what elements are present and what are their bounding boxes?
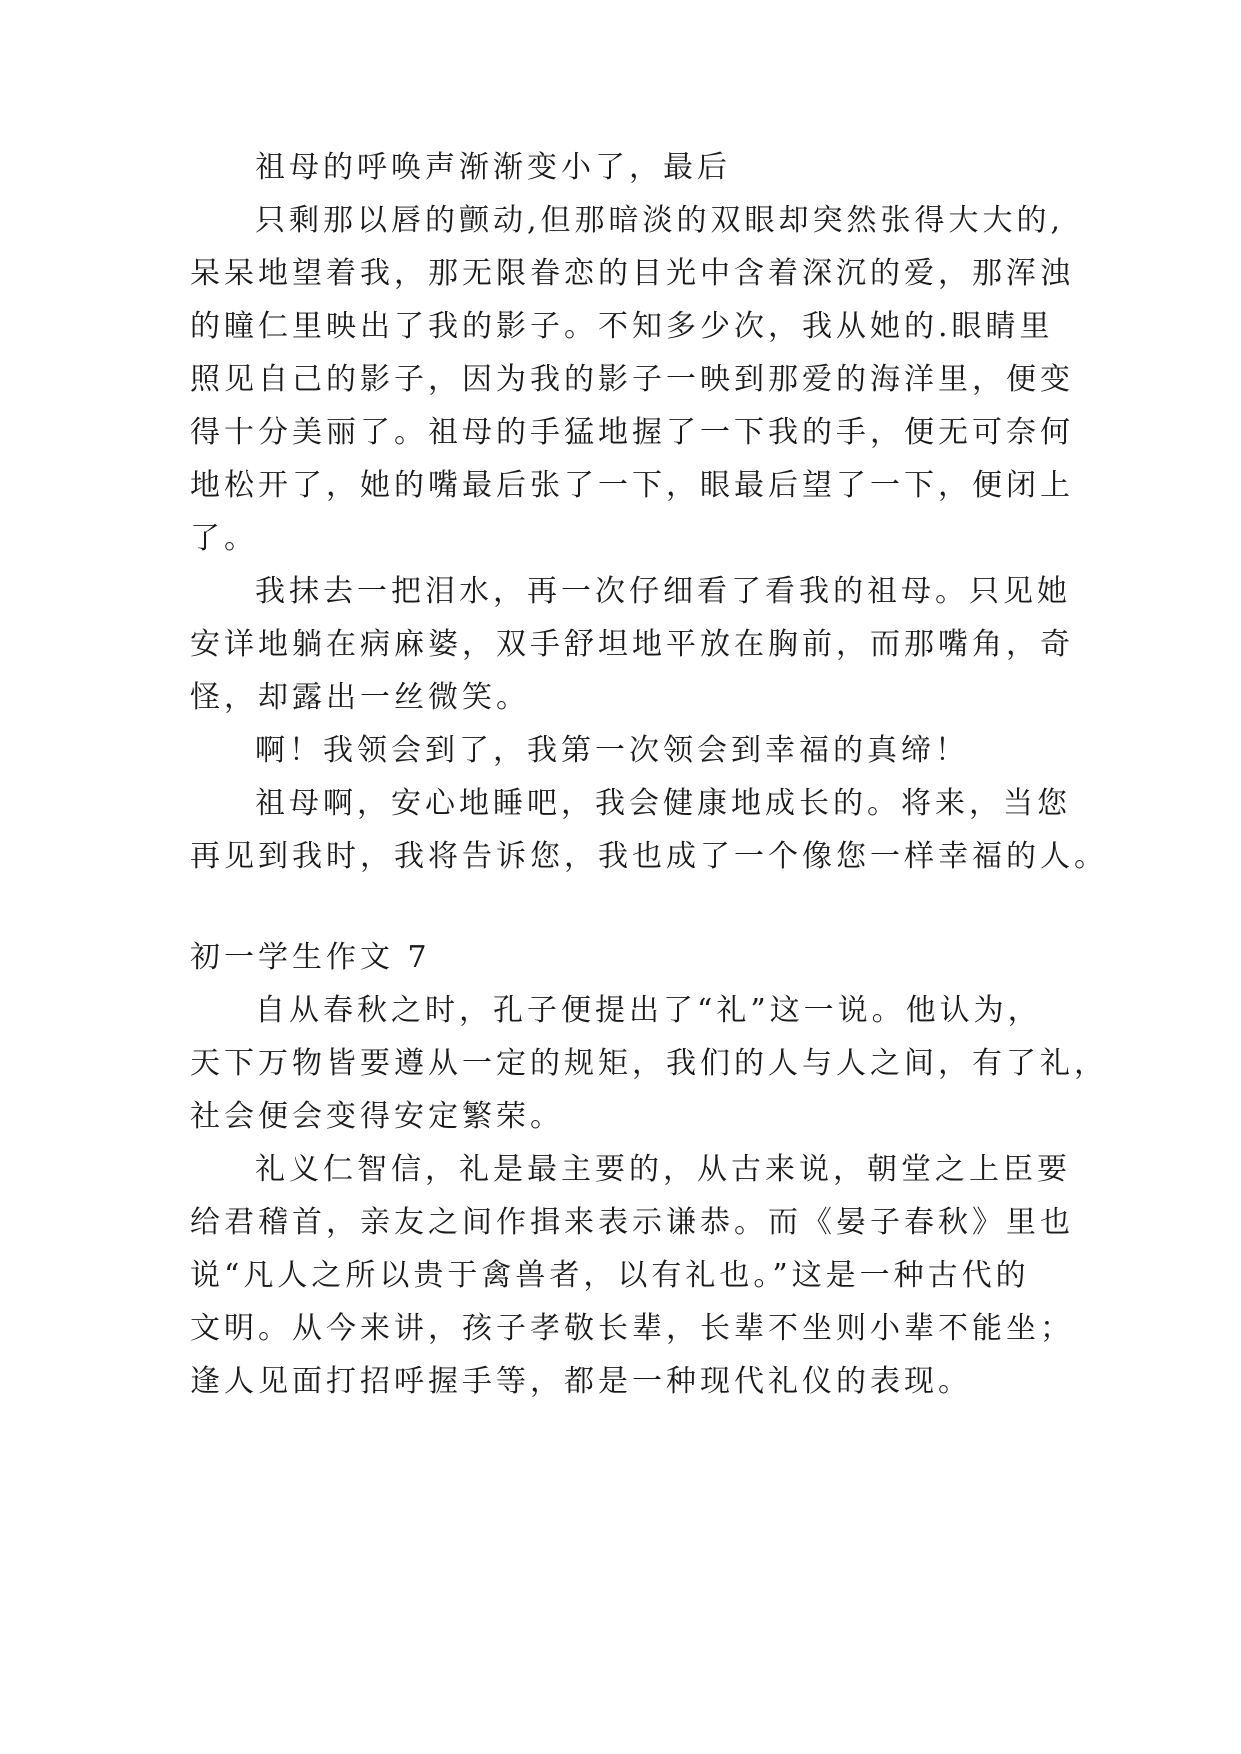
paragraph-line: 再见到我时，我将告诉您，我也成了一个像您一样幸福的人。 — [190, 839, 1108, 874]
paragraph-line: 说“凡人之所以贵于禽兽者，以有礼也。”这是一种古代的 — [190, 1258, 1030, 1293]
paragraph-line: 呆呆地望着我，那无限眷恋的目光中含着深沉的爱，那浑浊 — [190, 256, 1074, 291]
paragraph-line: 了。 — [190, 521, 258, 556]
paragraph-line: 的瞳仁里映出了我的影子。不知多少次，我从她的.眼睛里 — [190, 309, 1054, 344]
paragraph-line: 只剩那以唇的颤动,但那暗淡的双眼却突然张得大大的, — [255, 203, 1065, 238]
paragraph-line: 怪，却露出一丝微笑。 — [190, 680, 530, 715]
section-heading: 初一学生作文 7 — [190, 940, 431, 975]
paragraph-line: 地松开了，她的嘴最后张了一下，眼最后望了一下，便闭上 — [190, 468, 1074, 503]
paragraph-line: 天下万物皆要遵从一定的规矩，我们的人与人之间，有了礼， — [190, 1046, 1108, 1081]
paragraph-line: 给君稽首，亲友之间作揖来表示谦恭。而《晏子春秋》里也 — [190, 1205, 1074, 1240]
paragraph-line: 照见自己的影子，因为我的影子一映到那爱的海洋里，便变 — [190, 362, 1074, 397]
paragraph-line: 安详地躺在病麻婆，双手舒坦地平放在胸前，而那嘴角，奇 — [190, 627, 1074, 662]
paragraph-line: 祖母啊，安心地睡吧，我会健康地成长的。将来，当您 — [255, 786, 1071, 821]
paragraph-line: 逢人见面打招呼握手等，都是一种现代礼仪的表现。 — [190, 1364, 972, 1399]
paragraph-line: 社会便会变得安定繁荣。 — [190, 1099, 564, 1134]
paragraph-line: 文明。从今来讲，孩子孝敬长辈，长辈不坐则小辈不能坐； — [190, 1311, 1074, 1346]
paragraph-line: 得十分美丽了。祖母的手猛地握了一下我的手，便无可奈何 — [190, 415, 1074, 450]
paragraph-line: 祖母的呼唤声渐渐变小了，最后 — [255, 150, 731, 185]
paragraph-line: 自从春秋之时，孔子便提出了“礼”这一说。他认为， — [255, 993, 1042, 1028]
paragraph-line: 我抹去一把泪水，再一次仔细看了看我的祖母。只见她 — [255, 574, 1071, 609]
paragraph-line: 礼义仁智信，礼是最主要的，从古来说，朝堂之上臣要 — [255, 1152, 1071, 1187]
paragraph-line: 啊！我领会到了，我第一次领会到幸福的真缔！ — [255, 733, 969, 768]
